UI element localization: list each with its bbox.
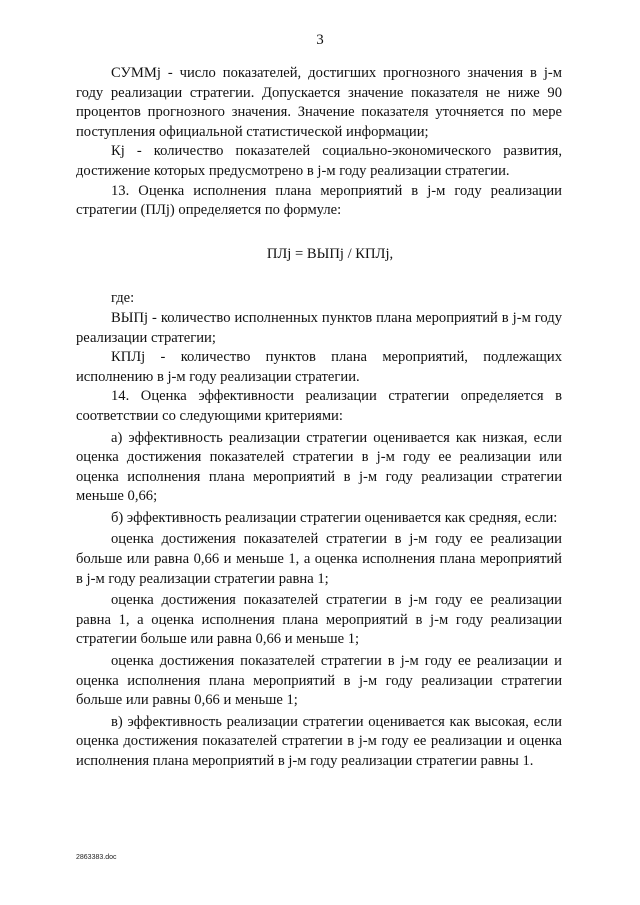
paragraph-vyp-definition: ВЫПj - количество исполненных пунктов плана мероприятий в j-м году реализации стратегии; — [76, 309, 562, 346]
paragraph-where: где: — [111, 290, 135, 307]
criterion-b-condition-3: оценка достижения показателей стратегии в j-м году ее реализации и оценка исполнения плана мероприятий в j-м году реализации стратегии больше или равны 0,66 и меньше 1; — [76, 653, 562, 709]
document-body — [76, 64, 562, 772]
document-file-reference: 2863383.doc — [76, 854, 117, 861]
formula-plj: ПЛj = ВЫПj / КПЛj, — [266, 245, 394, 262]
criterion-b-condition-1: оценка достижения показателей стратегии в j-м году ее реализации больше или равна 0,66 и меньше 1, а оценка исполнения плана мероприятий в j-м году реализации стратегии равна 1; — [76, 531, 562, 587]
criterion-b-condition-2: оценка достижения показателей стратегии в j-м году ее реализации равна 1, а оценка исполнения плана мероприятий в j-м году реализации стратегии больше или равна 0,66 и меньше 1; — [76, 592, 562, 648]
criterion-b-medium: б) эффективность реализации стратегии оценивается как средняя, если: — [111, 509, 558, 526]
paragraph-summ-definition: СУММj - число показателей, достигших прогнозного значения в j-м году реализации стратегии. Допускается значение показателя не ниже 90 процентов прогнозного значения. Значение показателя уточняется по мере поступления официальной статистической информации; — [76, 65, 562, 140]
criterion-a-low: а) эффективность реализации стратегии оценивается как низкая, если оценка достижения показателей стратегии в j-м году ее реализации или оценка исполнения плана мероприятий в j-м году реализации стратегии меньше 0,66; — [76, 429, 562, 505]
paragraph-kj-definition: Кj - количество показателей социально-экономического развития, достижение которых предусмотрено в j-м году реализации стратегии. — [76, 143, 562, 179]
criterion-v-high: в) эффективность реализации стратегии оценивается как высокая, если оценка достижения показателей стратегии в j-м году ее реализации и оценка исполнения плана мероприятий в j-м году реализации стратегии равны 1. — [76, 713, 562, 769]
paragraph-14: 14. Оценка эффективности реализации стратегии определяется в соответствии со следующими критериями: — [76, 388, 562, 424]
paragraph-kpl-definition: КПЛj - количество пунктов плана мероприятий, подлежащих исполнению в j-м году реализации стратегии. — [76, 349, 562, 385]
paragraph-13: 13. Оценка исполнения плана мероприятий в j-м году реализации стратегии (ПЛj) определяется по формуле: — [76, 182, 562, 219]
page-number: 3 — [316, 32, 324, 48]
